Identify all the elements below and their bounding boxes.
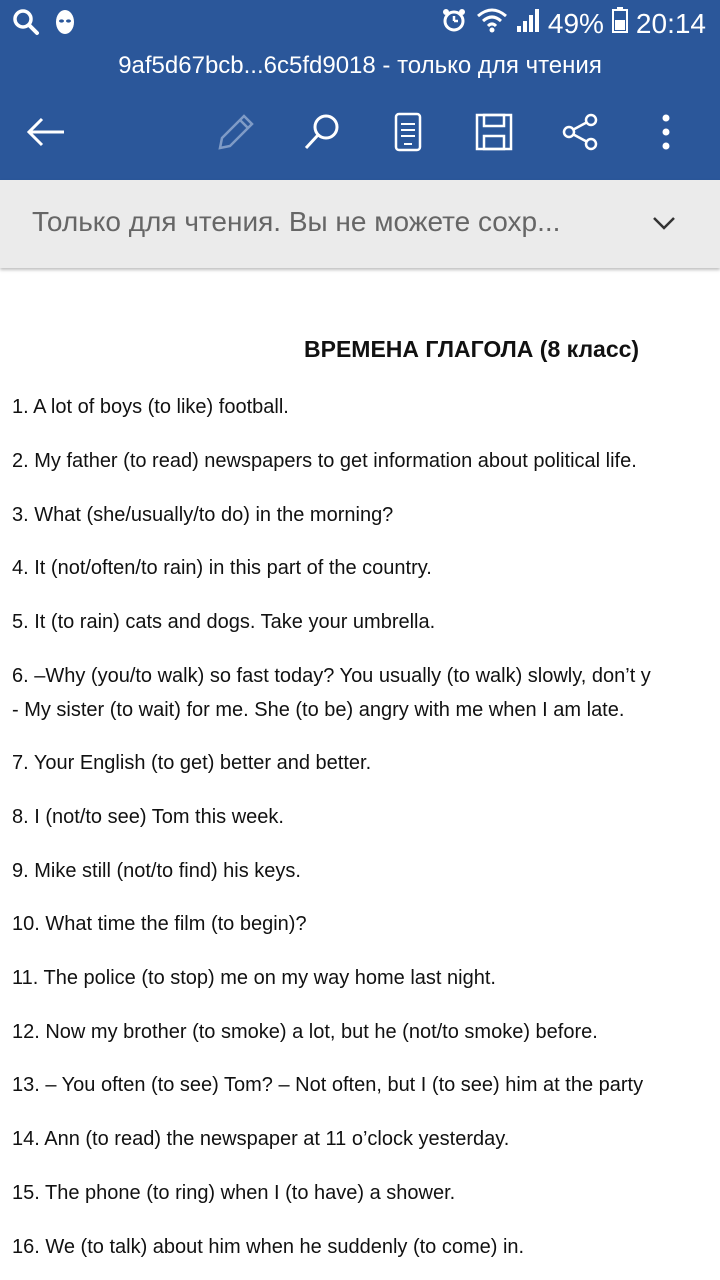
mask-icon [54, 8, 76, 41]
share-icon [560, 112, 600, 157]
battery-percent: 49% [547, 7, 604, 39]
exercise-line: 6. –Why (you/to walk) so fast today? You usually (to walk) slowly, don’t y [12, 665, 651, 687]
document-title: 9af5d67bcb...6c5fd9018 - только для чтения [118, 52, 602, 79]
back-button[interactable] [18, 104, 74, 164]
more-vert-icon [660, 112, 672, 157]
exercise-line: 16. We (to talk) about him when he suddenly (to come) in. [12, 1236, 525, 1258]
exercise-line: 7. Your English (to get) better and better. [12, 752, 372, 774]
exercise-line: 3. What (she/usually/to do) in the morning? [12, 504, 394, 526]
app-header [0, 0, 720, 180]
exercise-line: 1. A lot of boys (to like) football. [12, 396, 289, 418]
banner-text: Только для чтения. Вы не можете сохр... [32, 206, 561, 237]
search-button[interactable] [294, 104, 350, 164]
edit-pencil-icon [216, 112, 256, 157]
exercise-line: 9. Mike still (not/to find) his keys. [12, 860, 301, 882]
save-icon [474, 112, 514, 157]
exercise-line: 8. I (not/to see) Tom this week. [12, 806, 284, 828]
toolbar [0, 104, 720, 164]
search-icon [12, 8, 40, 41]
exercise-line: 4. It (not/often/to rain) in this part of the country. [12, 557, 432, 579]
save-button[interactable] [466, 104, 522, 164]
share-button[interactable] [552, 104, 608, 164]
signal-icon [516, 6, 540, 41]
exercise-line: 2. My father (to read) newspapers to get information about political life. [12, 450, 637, 472]
alarm-icon [440, 6, 468, 41]
status-bar [0, 0, 720, 48]
read-only-banner[interactable] [0, 180, 720, 268]
mobile-view-icon [394, 112, 422, 157]
search-icon [302, 112, 342, 157]
document-heading: ВРЕМЕНА ГЛАГОЛА (8 класс) [304, 336, 640, 362]
mobile-view-button[interactable] [380, 104, 436, 164]
exercise-line: - My sister (to wait) for me. She (to be) angry with me when I am late. [12, 699, 625, 721]
chevron-down-icon[interactable] [644, 210, 684, 240]
document-body[interactable] [0, 268, 720, 1280]
exercise-line: 12. Now my brother (to smoke) a lot, but he (not/to smoke) before. [12, 1021, 598, 1043]
more-options-button[interactable] [638, 104, 694, 164]
battery-icon [612, 6, 628, 41]
exercise-line: 13. – You often (to see) Tom? – Not often, but I (to see) him at the party [12, 1074, 644, 1096]
back-arrow-icon [26, 117, 66, 152]
exercise-line: 15. The phone (to ring) when I (to have) a shower. [12, 1182, 456, 1204]
wifi-icon [476, 6, 508, 41]
exercise-line: 11. The police (to stop) me on my way home last night. [12, 967, 496, 989]
edit-button[interactable] [208, 104, 264, 164]
exercise-line: 14. Ann (to read) the newspaper at 11 o’clock yesterday. [12, 1128, 510, 1150]
exercise-line: 5. It (to rain) cats and dogs. Take your umbrella. [12, 611, 436, 633]
clock: 20:14 [635, 7, 706, 39]
exercise-line: 10. What time the film (to begin)? [12, 913, 307, 935]
